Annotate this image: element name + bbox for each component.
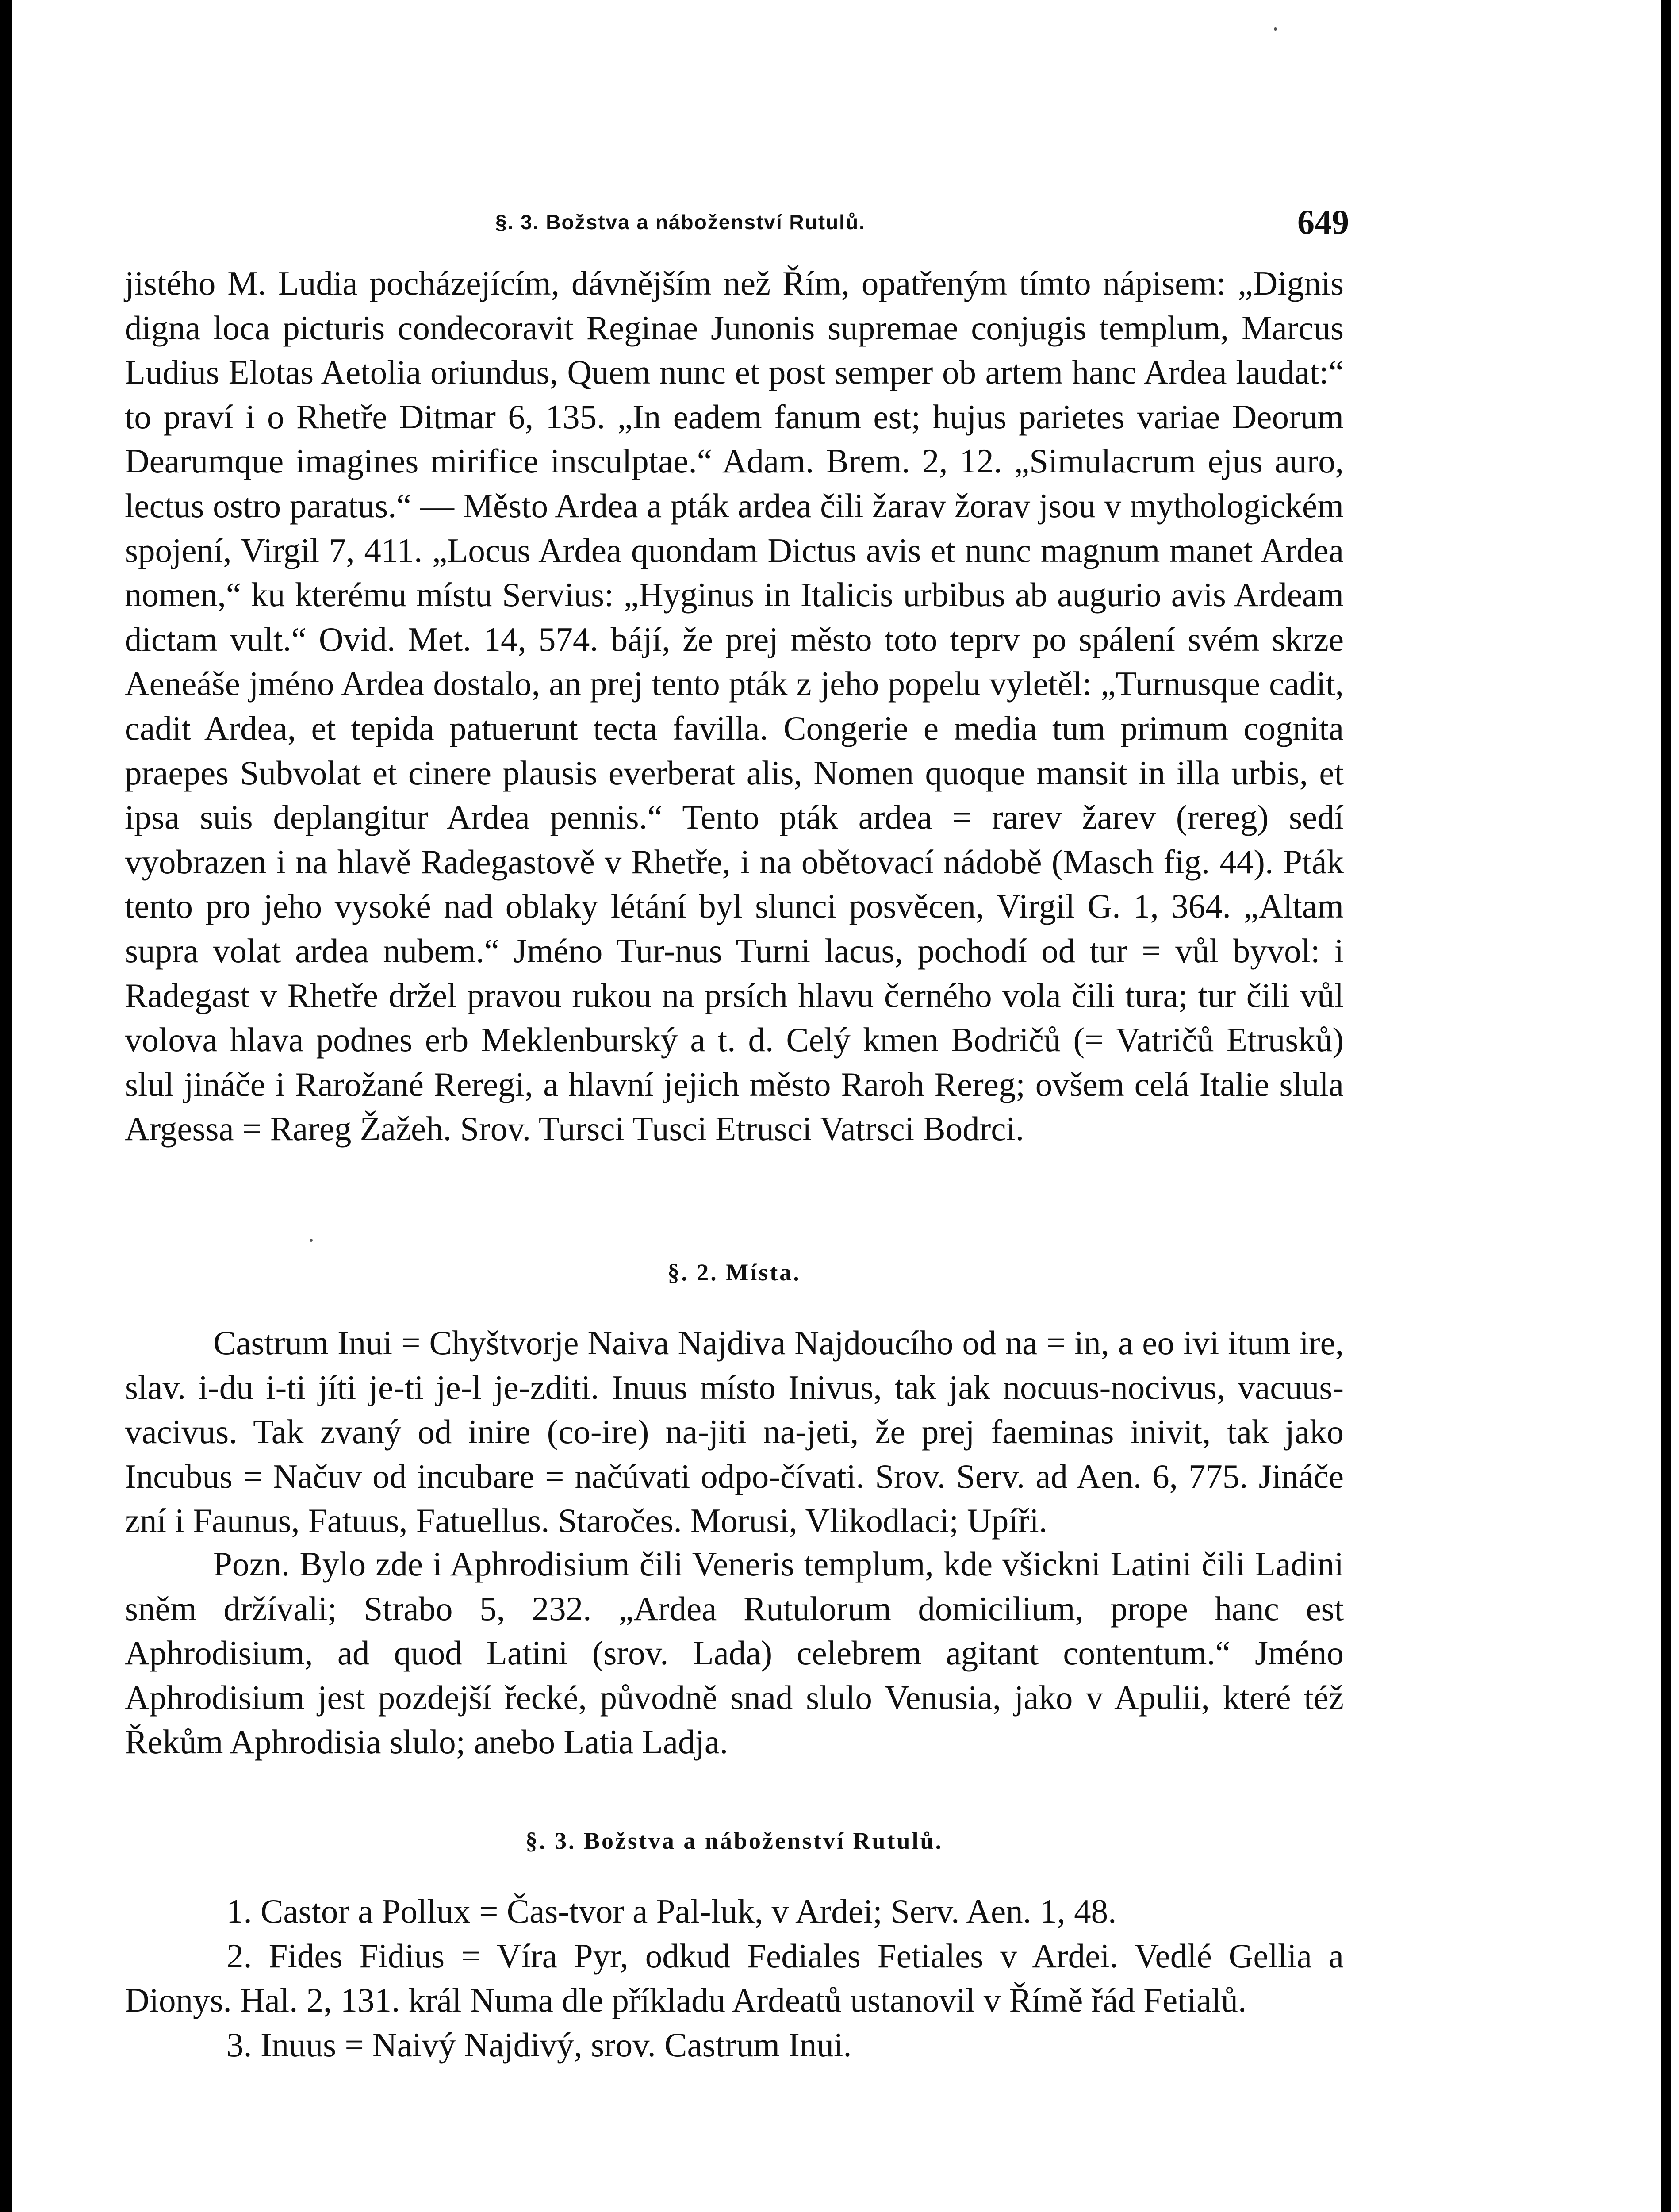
body-paragraph-castrum-inui: Castrum Inui = Chyštvorje Naiva Najdiva Najdoucího od na = in, a eo ivi itum ire, slav. i-du i-ti jíti je-ti je-l je-zditi. Inuus místo Inivus, tak jak nocuus-nocivus, vacuus-vacivus. Tak zvaný od inire (co-ire) na-jiti na-jeti, že prej faeminas inivit, tak jako Incubus = Načuv od incubare = načúvati odpo-čívati. Srov. Serv. ad Aen. 6, 775. Jináče zní i Faunus, Fatuus, Fatuellus. Staročes. Morusi, Vlikodlaci; Upíři. — [125, 1324, 1344, 1540]
list-item: 3. Inuus = Naivý Najdivý, srov. Castrum Inui. — [226, 2025, 852, 2064]
section-heading-places: §. 2. Místa. — [667, 1259, 801, 1286]
list-item: 2. Fides Fidius = Víra Pyr, odkud Fediales Fetiales v Ardei. Vedlé Gellia a Dionys. Hal. 2, 131. král Numa dle příkladu Ardeatů ustanovil v Římě řád Fetialů. — [125, 1936, 1344, 2020]
running-head — [124, 203, 1349, 246]
scan-speck — [310, 1239, 313, 1242]
list-item: 1. Castor a Pollux = Čas-tvor a Pal-luk, v Ardei; Serv. Aen. 1, 48. — [226, 1892, 1117, 1930]
scan-speck — [1274, 27, 1277, 31]
running-head-title: §. 3. Božstva a náboženství Rutulů. — [495, 211, 866, 234]
body-paragraph-note: Pozn. Bylo zde i Aphrodisium čili Veneris templum, kde všickni Latini čili Ladini sněm držívali; Strabo 5, 232. „Ardea Rutulorum domicilium, prope hanc est Aphrodisium, ad quod Latini (srov. Lada) celebrem agitant contentum.“ Jméno Aphrodisium jest pozdejší řecké, původně snad slulo Venusia, jako v Apulii, které též Řekům Aphrodisia slulo; anebo Latia Ladja. — [125, 1545, 1344, 1761]
page-number: 649 — [1297, 203, 1349, 241]
section-heading-deities: §. 3. Božstva a náboženství Rutulů. — [525, 1828, 943, 1854]
scan-border-right — [1661, 0, 1671, 2212]
body-paragraph-1: jistého M. Ludia pocházejícím, dávnějším než Řím, opatřeným tímto nápisem: „Dignis digna loca picturis condecoravit Reginae Junonis supremae conjugis templum, Marcus Ludius Elotas Aetolia oriundus, Quem nunc et post semper ob artem hanc Ardea laudat:“ to praví i o Rhetře Ditmar 6, 135. „In eadem fanum est; hujus parietes variae Deorum Dearumque imagines mirifice insculptae.“ Adam. Brem. 2, 12. „Simulacrum ejus auro, lectus ostro paratus.“ — Město Ardea a pták ardea čili žarav žorav jsou v mythologickém spojení, Virgil 7, 411. „Locus Ardea quondam Dictus avis et nunc magnum manet Ardea nomen,“ ku kterému místu Servius: „Hyginus in Italicis urbibus ab augurio avis Ardeam dictam vult.“ Ovid. Met. 14, 574. bájí, že prej město toto teprv po spálení svém skrze Aeneáše jméno Ardea dostalo, an prej tento pták z jeho popelu vyletěl: „Turnusque cadit, cadit Ardea, et tepida patuerunt tecta favilla. Congerie e media tum primum cognita praepes Subvolat et cinere plausis everberat alis, Nomen quoque mansit in illa urbis, et ipsa suis deplangitur Ardea pennis.“ Tento pták ardea = rarev žarev (rereg) sedí vyobrazen i na hlavě Radegastově v Rhetře, i na obětovací nádobě (Masch fig. 44). Pták tento pro jeho vysoké nad oblaky létání byl slunci posvěcen, Virgil G. 1, 364. „Altam supra volat ardea nubem.“ Jméno Tur-nus Turni lacus, pochodí od tur = vůl byvol: i Radegast v Rhetře držel pravou rukou na prsích hlavu černého vola čili tura; tur čili vůl volova hlava podnes erb Meklenburský a t. d. Celý kmen Bodričů (= Vatričů Etrusků) slul jináče i Rarožané Reregi, a hlavní jejich město Raroh Rereg; ovšem celá Italie slula Argessa = Rareg Žažeh. Srov. Tursci Tusci Etrusci Vatrsci Bodrci. — [125, 264, 1344, 1148]
scan-border-left — [0, 0, 12, 2212]
deity-list — [125, 1889, 1344, 2067]
